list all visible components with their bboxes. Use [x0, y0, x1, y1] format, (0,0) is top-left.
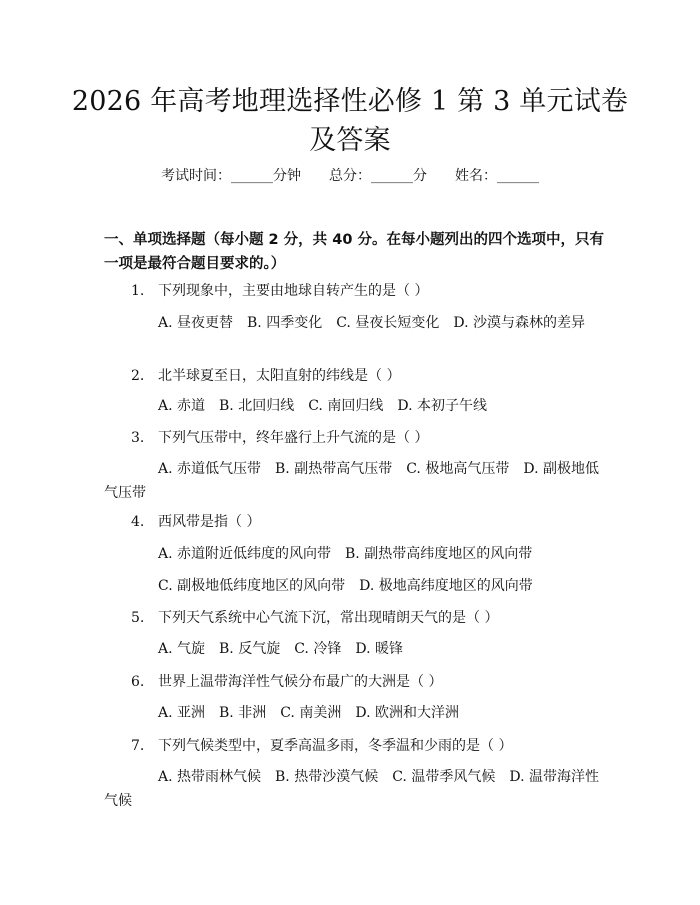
option-c: C. 南回归线 — [308, 398, 384, 414]
question-options — [104, 457, 600, 505]
option-c: C. 南美洲 — [280, 705, 342, 721]
question-stem — [131, 512, 260, 532]
question-number: 3. — [131, 430, 145, 446]
question-stem — [131, 366, 400, 386]
option-a: A. 赤道低气压带 — [158, 461, 262, 477]
question-stem — [131, 608, 498, 628]
question-stem — [131, 736, 512, 756]
question-number: 1. — [131, 283, 145, 299]
option-d: D. 本初子午线 — [397, 398, 487, 414]
option-b: B. 非洲 — [219, 705, 267, 721]
option-d: D. 欧洲和大洋洲 — [355, 705, 459, 721]
option-d: D. 沙漠与森林的差异 — [453, 315, 585, 331]
option-b: B. 热带沙漠气候 — [275, 769, 379, 785]
option-d: D. 副极地低气压带 — [104, 461, 599, 501]
question-text: 下列气候类型中，夏季高温多雨，冬季温和少雨的是（ ） — [158, 738, 513, 754]
question-number: 2. — [131, 368, 145, 384]
option-b: B. 四季变化 — [247, 315, 323, 331]
page-title: 2026 年高考地理选择性必修 1 第 3 单元试卷及答案 — [71, 86, 629, 156]
option-c: C. 温带季风气候 — [392, 769, 496, 785]
question-options — [104, 542, 600, 566]
option-b: B. 反气旋 — [219, 641, 281, 657]
exam-time-field: 考试时间：______分钟 — [161, 168, 301, 184]
option-d: D. 极地高纬度地区的风向带 — [359, 578, 533, 594]
question-options — [104, 765, 600, 813]
section-heading: 一、单项选择题（每小题 2 分，共 40 分。在每小题列出的四个选项中，只有一项是最符合题目要求的。） — [104, 232, 604, 272]
question-stem — [131, 281, 428, 301]
question-text: 西风带是指（ ） — [158, 514, 261, 530]
name-field: 姓名：______ — [455, 168, 539, 184]
option-d: D. 暖锋 — [355, 641, 403, 657]
question-text: 北半球夏至日，太阳直射的纬线是（ ） — [158, 368, 401, 384]
exam-meta — [0, 166, 700, 186]
option-c: C. 冷锋 — [294, 641, 342, 657]
option-a: A. 热带雨林气候 — [158, 769, 262, 785]
question-text: 下列现象中，主要由地球自转产生的是（ ） — [158, 283, 429, 299]
question-text: 下列气压带中，终年盛行上升气流的是（ ） — [158, 430, 429, 446]
option-a: A. 赤道附近低纬度的风向带 — [158, 546, 332, 562]
option-a: A. 赤道 — [158, 398, 206, 414]
question-options — [104, 637, 600, 661]
option-b: B. 北回归线 — [219, 398, 295, 414]
question-number: 4. — [131, 514, 145, 530]
question-stem — [131, 428, 428, 448]
question-options — [104, 701, 600, 725]
option-c: C. 昼夜长短变化 — [336, 315, 440, 331]
question-options — [104, 574, 600, 598]
option-c: C. 极地高气压带 — [406, 461, 510, 477]
total-score-field: 总分：______分 — [329, 168, 427, 184]
question-text: 世界上温带海洋性气候分布最广的大洲是（ ） — [158, 674, 443, 690]
option-a: A. 气旋 — [158, 641, 206, 657]
question-number: 6. — [131, 674, 145, 690]
option-a: A. 昼夜更替 — [158, 315, 234, 331]
question-number: 7. — [131, 738, 145, 754]
question-options — [104, 394, 600, 418]
question-options — [104, 311, 600, 335]
question-stem — [131, 672, 442, 692]
option-b: B. 副热带高气压带 — [275, 461, 393, 477]
option-a: A. 亚洲 — [158, 705, 206, 721]
option-c: C. 副极地低纬度地区的风向带 — [158, 578, 346, 594]
option-b: B. 副热带高纬度地区的风向带 — [345, 546, 533, 562]
question-text: 下列天气系统中心气流下沉，常出现晴朗天气的是（ ） — [158, 610, 499, 626]
question-number: 5. — [131, 610, 145, 626]
option-d: D. 温带海洋性气候 — [104, 769, 599, 809]
